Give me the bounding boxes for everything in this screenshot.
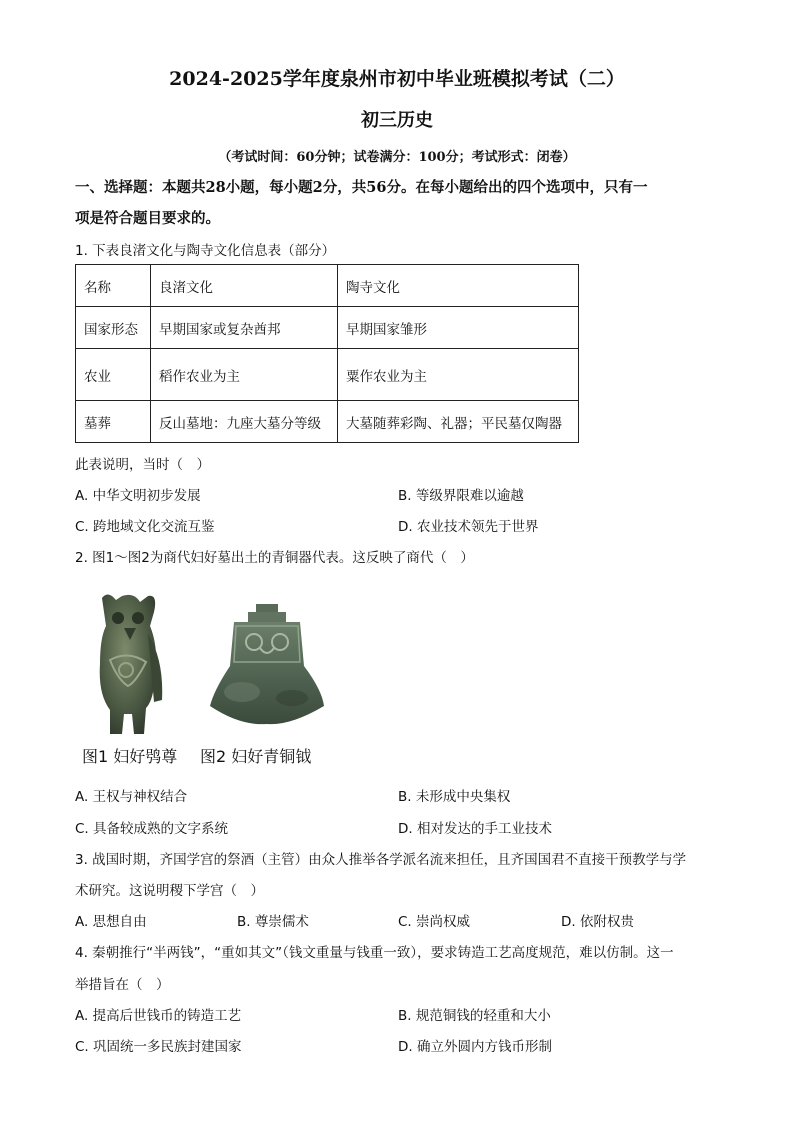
table-cell: 陶寺文化 xyxy=(338,265,579,307)
table-cell: 粟作农业为主 xyxy=(338,349,579,401)
exam-title: 2024-2025学年度泉州市初中毕业班模拟考试（二） xyxy=(169,68,625,90)
question-1-stem: 1. 下表良渚文化与陶寺文化信息表（部分） xyxy=(75,243,336,259)
table-cell: 早期国家或复杂酋邦 xyxy=(151,307,338,349)
table-cell: 墓葬 xyxy=(76,401,151,443)
question-2-stem: 2. 图1～图2为商代妇好墓出土的青铜器代表。这反映了商代（ ） xyxy=(75,550,474,566)
section-heading-line2: 项是符合题目要求的。 xyxy=(75,210,220,227)
option-a[interactable]: A. 王权与神权结合 xyxy=(75,789,188,805)
option-a[interactable]: A. 思想自由 xyxy=(75,914,147,930)
option-b[interactable]: B. 等级界限难以逾越 xyxy=(398,488,524,504)
table-cell: 早期国家雏形 xyxy=(338,307,579,349)
bronze-axe-image xyxy=(204,602,330,728)
option-d[interactable]: D. 农业技术领先于世界 xyxy=(398,519,539,535)
question-1-prompt: 此表说明，当时（ ） xyxy=(75,457,210,473)
option-d[interactable]: D. 相对发达的手工业技术 xyxy=(398,821,552,837)
table-cell: 名称 xyxy=(76,265,151,307)
option-a[interactable]: A. 提高后世钱币的铸造工艺 xyxy=(75,1008,242,1024)
option-b[interactable]: B. 尊崇儒术 xyxy=(237,914,309,930)
option-c[interactable]: C. 崇尚权威 xyxy=(398,914,471,930)
table-row xyxy=(76,349,579,401)
table-row xyxy=(76,265,579,307)
question-3-stem-line2: 术研究。这说明稷下学宫（ ） xyxy=(75,883,264,899)
subject-title: 初三历史 xyxy=(361,110,433,131)
figure-1-caption: 图1 妇好鸮尊 xyxy=(82,747,178,766)
owl-bronze-vessel-image xyxy=(88,590,170,736)
table-cell: 大墓随葬彩陶、礼器；平民墓仅陶器 xyxy=(338,401,579,443)
option-c[interactable]: C. 巩固统一多民族封建国家 xyxy=(75,1039,242,1055)
question-1-table xyxy=(75,264,579,443)
option-c[interactable]: C. 具备较成熟的文字系统 xyxy=(75,821,229,837)
section-heading-line1: 一、选择题：本题共28小题，每小题2分，共56分。在每小题给出的四个选项中，只有一 xyxy=(75,179,648,196)
table-cell: 国家形态 xyxy=(76,307,151,349)
question-4-stem-line1: 4. 秦朝推行“半两钱”，“重如其文”（钱文重量与钱重一致），要求铸造工艺高度规范，难以仿制。这一 xyxy=(75,945,674,961)
exam-info: （考试时间：60分钟；试卷满分：100分；考试形式：闭卷） xyxy=(218,150,576,165)
question-3-stem-line1: 3. 战国时期，齐国学宫的祭酒（主管）由众人推举各学派名流来担任，且齐国国君不直接干预教学与学 xyxy=(75,852,687,868)
figure-2-caption: 图2 妇好青铜钺 xyxy=(200,747,312,766)
table-cell: 良渚文化 xyxy=(151,265,338,307)
table-row xyxy=(76,401,579,443)
table-row xyxy=(76,307,579,349)
section-heading xyxy=(75,172,723,234)
option-a[interactable]: A. 中华文明初步发展 xyxy=(75,488,201,504)
table-cell: 反山墓地：九座大墓分等级 xyxy=(151,401,338,443)
option-b[interactable]: B. 规范铜钱的轻重和大小 xyxy=(398,1008,551,1024)
question-4-stem-line2: 举措旨在（ ） xyxy=(75,977,170,993)
option-c[interactable]: C. 跨地域文化交流互鉴 xyxy=(75,519,215,535)
option-d[interactable]: D. 依附权贵 xyxy=(561,914,634,930)
option-b[interactable]: B. 未形成中央集权 xyxy=(398,789,511,805)
option-d[interactable]: D. 确立外圆内方钱币形制 xyxy=(398,1039,552,1055)
table-cell: 农业 xyxy=(76,349,151,401)
table-cell: 稻作农业为主 xyxy=(151,349,338,401)
